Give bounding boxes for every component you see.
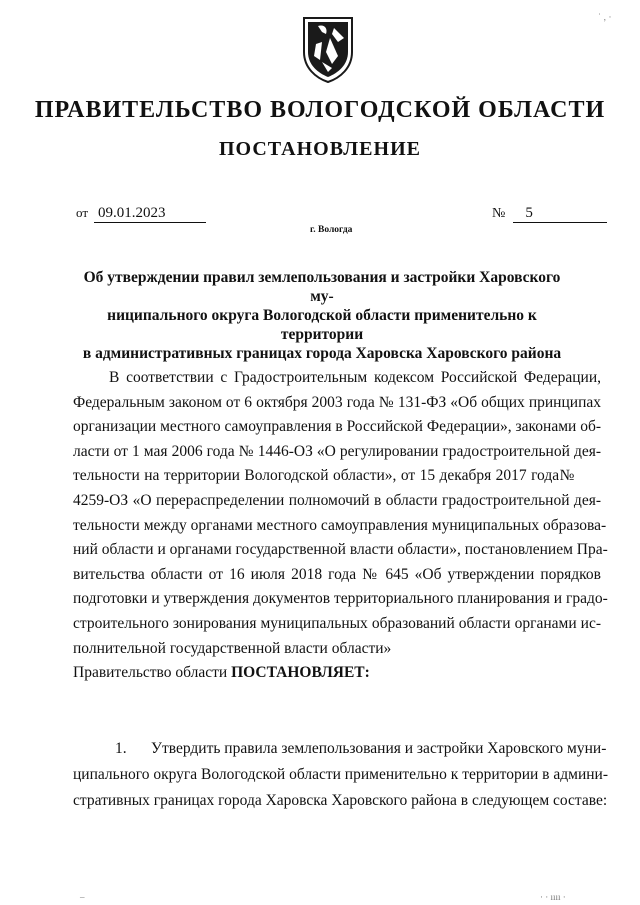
preamble-line: тельности на территории Вологодской области», от 15 декабря 2017 года	[73, 467, 560, 485]
subject-line: Об утверждении правил землепользования и застройки Харовского му-	[83, 269, 561, 305]
date-field	[76, 205, 206, 223]
preamble-line-split	[73, 464, 601, 489]
preamble-line: ласти от 1 мая 2006 года № 1446-ОЗ «О регулировании градостроительной дея-	[73, 442, 601, 460]
document-type: ПОСТАНОВЛЕНИЕ	[219, 138, 421, 160]
item-number: 1.	[115, 740, 127, 757]
scan-artifact: –	[80, 892, 85, 902]
preamble-line: 4259-ОЗ «О перераспределении полномочий в области градостроительной дея-	[73, 491, 601, 509]
city-label: г. Вологда	[310, 225, 353, 235]
item-line: стративных границах города Харовска Харовского района в следующем составе:	[73, 792, 608, 809]
preamble-line: строительного зонирования муниципальных образований области органами ис-	[73, 614, 601, 632]
item-line: ципального округа Вологодской области применительно к территории в админи-	[73, 766, 608, 783]
document-subject	[80, 268, 564, 363]
date-value: 09.01.2023	[94, 205, 206, 223]
preamble-line: организации местного самоуправления в Российской Федерации», законами об-	[73, 418, 601, 436]
scan-artifact: ˙ ‚ ·	[598, 12, 612, 22]
preamble-line: полнительной государственной власти области»	[73, 639, 392, 657]
decree-line	[73, 661, 601, 686]
number-value: 5	[513, 205, 607, 223]
government-title: ПРАВИТЕЛЬСТВО ВОЛОГОДСКОЙ ОБЛАСТИ	[34, 97, 606, 123]
subject-line: в административных границах города Харовска Харовского района	[82, 345, 562, 362]
preamble	[73, 366, 608, 686]
decree-keyword: ПОСТАНОВЛЯЕТ:	[231, 664, 370, 682]
item-line-first	[73, 736, 607, 762]
preamble-line: подготовки и утверждения документов территориального планирования и градо-	[73, 590, 608, 608]
subject-line: ниципального округа Вологодской области применительно к территории	[107, 307, 537, 343]
preamble-line: Федеральным законом от 6 октября 2003 года № 131-ФЗ «Об общих принципах	[73, 393, 601, 411]
vologda-coat-of-arms-icon	[298, 12, 358, 84]
preamble-line: ний области и органами государственной власти области», постановлением Пра-	[73, 541, 608, 559]
preamble-line: В соответствии с Градостроительным кодексом Российской Федерации,	[109, 369, 601, 386]
number-field	[492, 205, 607, 223]
preamble-line: тельности между органами местного самоуправления муниципальных образова-	[73, 516, 607, 534]
item-1	[73, 736, 608, 814]
item-line: Утвердить правила землепользования и застройки Харовского муни-	[151, 740, 607, 757]
date-label: от	[76, 205, 89, 220]
preamble-line: вительства области от 16 июля 2018 года № 645 «Об утверждении порядков	[73, 565, 601, 583]
decree-lead: Правительство области	[73, 664, 228, 682]
number-label: №	[492, 206, 506, 221]
preamble-number-sign: №	[559, 467, 575, 485]
scan-artifact: · · ıııı ·	[540, 892, 566, 902]
